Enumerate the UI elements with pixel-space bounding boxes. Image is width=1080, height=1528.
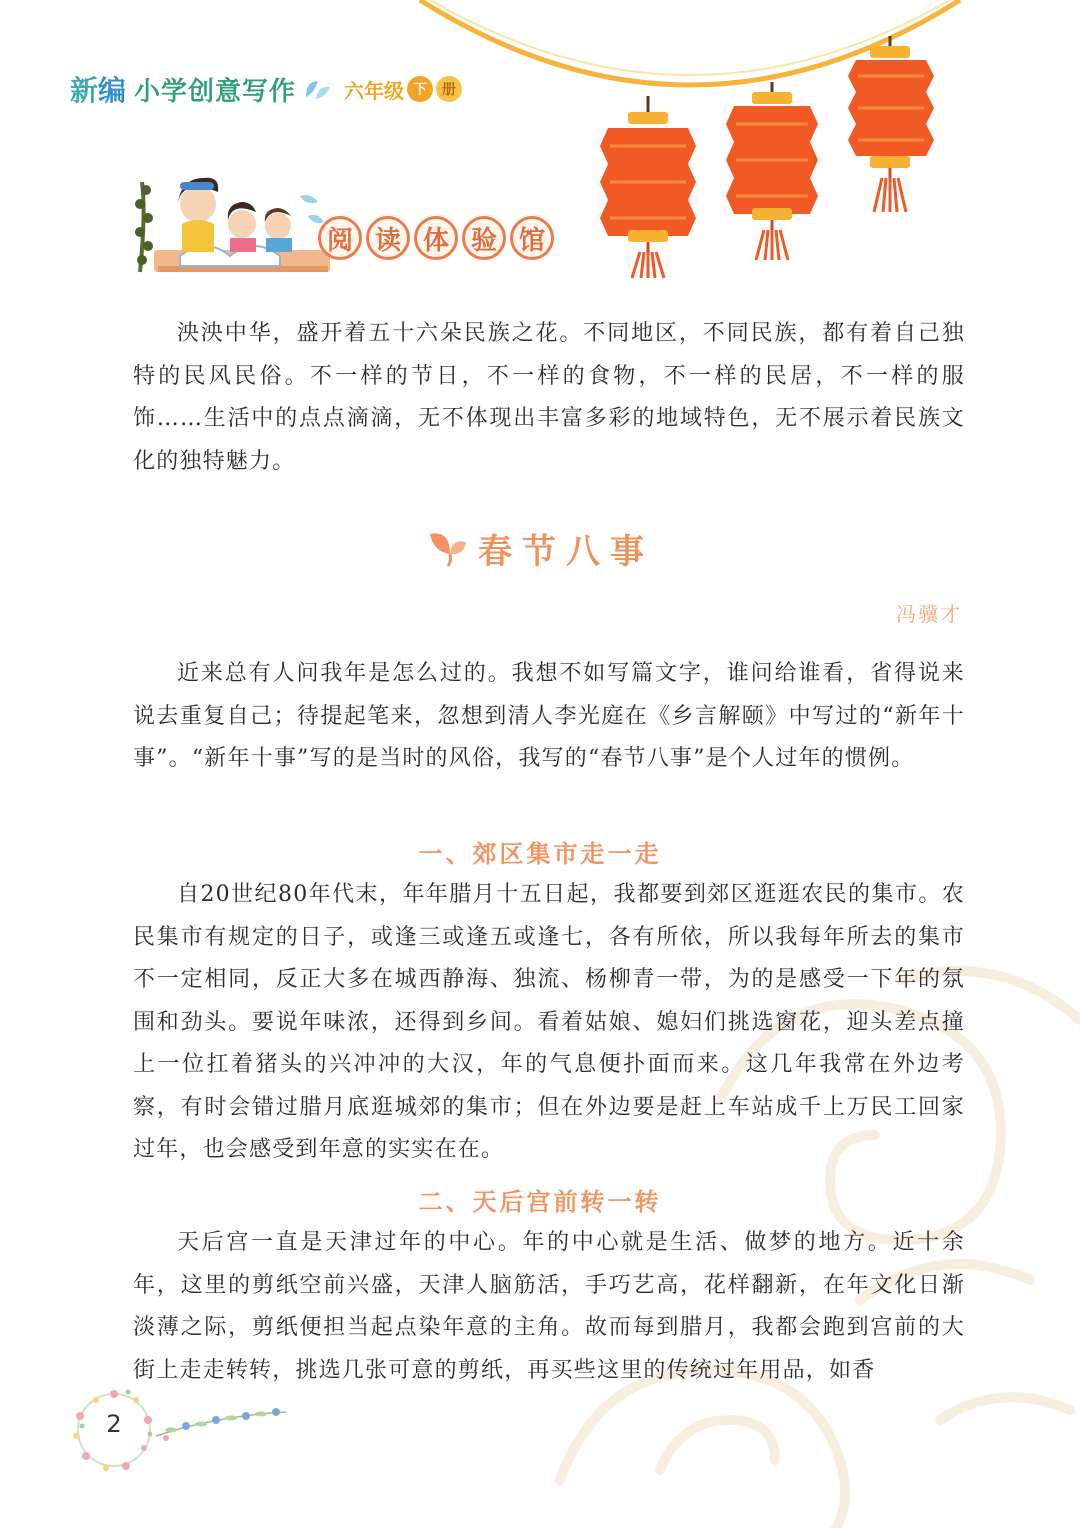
author-name: 冯骥才 [896, 602, 962, 626]
article-title-text: 春节八事 [478, 531, 654, 572]
leaf-icon [426, 528, 470, 568]
series-title-xin: 新 [70, 74, 99, 107]
banner-char: 读 [366, 216, 410, 260]
lantern-icon [726, 82, 818, 260]
banner-char: 馆 [510, 216, 554, 260]
section-banner-title [318, 216, 554, 260]
series-title-bian: 编 [98, 74, 127, 107]
grade-label: 六年级 [344, 78, 405, 103]
leaf-icon [304, 77, 332, 101]
banner-char: 体 [414, 216, 458, 260]
lantern-icon [848, 36, 934, 212]
lantern-icon [600, 96, 696, 278]
article-paragraph: 天后宫一直是天津过年的中心。年的中心就是生活、做梦的地方。近十余年，这里的剪纸空前兴盛，天津人脑筋活，手巧艺高，花样翻新，在年文化日渐淡薄之际，剪纸便担当起点染年意的主角。故而每到腊月，我都会跑到宫前的大街上走走转转，挑选几张可意的剪纸，再买些这里的传统过年用品，如香 [133, 1230, 965, 1383]
volume-badge: 下 [407, 76, 433, 102]
reading-kids-illustration [132, 176, 332, 276]
banner-char: 阅 [318, 216, 362, 260]
section-heading: 二、天后宫前转一转 [418, 1188, 662, 1216]
page-number: 2 [106, 1410, 122, 1438]
article-title [0, 520, 1080, 576]
series-title [70, 66, 462, 112]
intro-paragraph: 泱泱中华，盛开着五十六朵民族之花。不同地区，不同民族，都有着自己独特的民风民俗。不一样的节日，不一样的食物，不一样的民居，不一样的服饰……生活中的点点滴滴，无不体现出丰富多彩的地域特色，无不展示着民族文化的独特魅力。 [133, 321, 965, 474]
article-paragraph: 近来总有人问我年是怎么过的。我想不如写篇文字，谁问给谁看，省得说来说去重复自己；待提起笔来，忽想到清人李光庭在《乡言解颐》中写过的“新年十事”。“新年十事”写的是当时的风俗，我写的“春节八事”是个人过年的惯例。 [133, 661, 965, 771]
volume-badge: 册 [436, 76, 462, 102]
banner-char: 验 [462, 216, 506, 260]
section-heading: 一、郊区集市走一走 [418, 840, 662, 868]
series-title-main: 小学创意写作 [134, 76, 297, 107]
article-paragraph: 自20世纪80年代末，年年腊月十五日起，我都要到郊区逛逛农民的集市。农民集市有规定的日子，或逢三或逢五或逢七，各有所依，所以我每年所去的集市不一定相同，反正大多在城西静海、独流、杨柳青一带，为的是感受一下年的氛围和劲头。要说年味浓，还得到乡间。看着姑娘、媳妇们挑选窗花，迎头差点撞上一位扛着猪头的兴冲冲的大汉，年的气息便扑面而来。这几年我常在外边考察，有时会错过腊月底逛城郊的集市；但在外边要是赶上车站成千上万民工回家过年，也会感受到年意的实实在在。 [133, 882, 965, 1162]
